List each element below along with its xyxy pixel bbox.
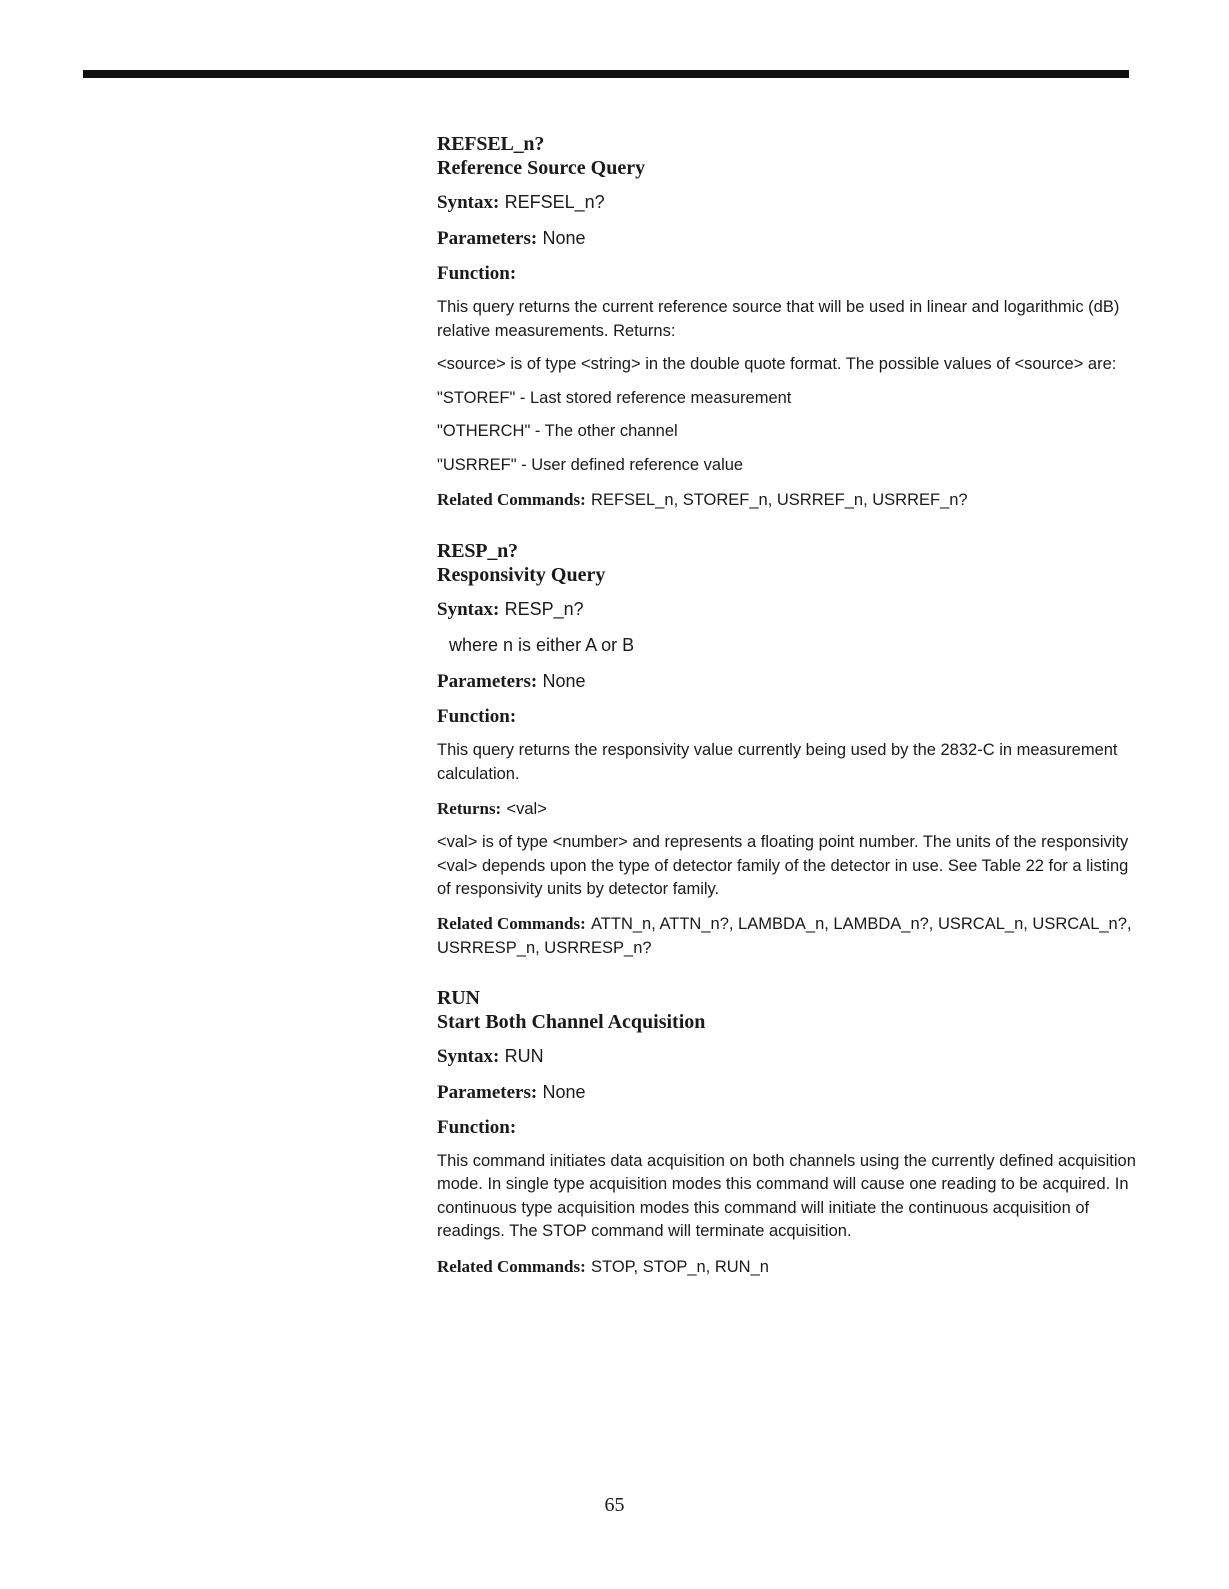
returns-value: <val> (506, 800, 547, 818)
document-body (437, 132, 1137, 1306)
related-commands-label: Related Commands: (437, 490, 586, 509)
related-commands-label: Related Commands: (437, 913, 586, 933)
command-title: Responsivity Query (437, 564, 606, 586)
command-name: RUN (437, 986, 480, 1009)
function-label: Function: (437, 263, 517, 284)
source-value-item: "STOREF" - Last stored reference measurement (437, 388, 792, 407)
parameters-label: Parameters: (437, 1081, 538, 1103)
returns-label: Returns: (437, 799, 502, 818)
page-number: 65 (604, 1494, 625, 1516)
related-commands-value: STOP, STOP_n, RUN_n (591, 1257, 769, 1276)
parameters-value: None (542, 1081, 586, 1102)
entry-resp-query (437, 539, 1137, 960)
related-commands-value: REFSEL_n, STOREF_n, USRREF_n, USRREF_n? (591, 491, 968, 509)
related-commands-label: Related Commands: (437, 1256, 586, 1276)
parameters-row (437, 668, 1137, 695)
function-label: Function: (437, 1116, 517, 1138)
related-commands-row (437, 1254, 1137, 1280)
source-value-item: "OTHERCH" - The other channel (437, 422, 678, 440)
entry-run-command (437, 986, 1137, 1280)
function-row (437, 704, 1137, 730)
syntax-value: RESP_n? (504, 599, 584, 619)
function-label: Function: (437, 706, 517, 727)
returns-row (437, 796, 1137, 822)
syntax-label: Syntax: (437, 1045, 500, 1067)
parameters-value: None (542, 228, 586, 248)
command-title: Reference Source Query (437, 157, 646, 179)
syntax-row (437, 596, 1137, 623)
parameters-row (437, 1079, 1137, 1106)
description-paragraph: <source> is of type <string> in the double quote format. The possible values of <source> are: (437, 355, 1117, 373)
syntax-row (437, 189, 1137, 216)
function-row (437, 1115, 1137, 1141)
description-paragraph: This query returns the current reference source that will be used in linear and logarithmic (dB) relative measurements. Returns: (437, 298, 1120, 340)
related-commands-row (437, 912, 1137, 960)
entry-refsel-query (437, 132, 1137, 513)
parameters-row (437, 225, 1137, 252)
command-title: Start Both Channel Acquisition (437, 1010, 706, 1033)
syntax-note-text: where n is either A or B (449, 635, 635, 655)
description-paragraph: This query returns the responsivity value currently being used by the 2832-C in measurement calculation. (437, 741, 1118, 783)
source-value-item: "USRREF" - User defined reference value (437, 455, 744, 474)
syntax-row (437, 1043, 1137, 1070)
parameters-label: Parameters: (437, 228, 538, 249)
related-commands-row (437, 487, 1137, 513)
header-rule (83, 70, 1129, 78)
function-row (437, 261, 1137, 287)
parameters-label: Parameters: (437, 671, 538, 692)
syntax-note (437, 632, 1137, 659)
parameters-value: None (542, 671, 586, 691)
description-paragraph: This command initiates data acquisition on both channels using the currently defined acquisition mode. In single type acquisition modes this command will cause one reading to be acquired. In continuous type acquisition modes this command will initiate the continuous acquisition of readings. The STOP command will terminate acquisition. (437, 1151, 1136, 1240)
command-name: RESP_n? (437, 540, 518, 562)
related-commands-value: ATTN_n, ATTN_n?, LAMBDA_n, LAMBDA_n?, USRCAL_n, USRCAL_n?, USRRESP_n, USRRESP_n? (437, 914, 1132, 957)
syntax-label: Syntax: (437, 192, 500, 213)
command-name: REFSEL_n? (437, 133, 545, 155)
syntax-value: REFSEL_n? (504, 192, 605, 212)
syntax-label: Syntax: (437, 599, 500, 620)
syntax-value: RUN (504, 1045, 544, 1066)
returns-description: <val> is of type <number> and represents a floating point number. The units of the responsivity <val> depends upon the type of detector family of the detector in use. See Table 22 for a listing of responsivity units by detector family. (437, 833, 1129, 898)
